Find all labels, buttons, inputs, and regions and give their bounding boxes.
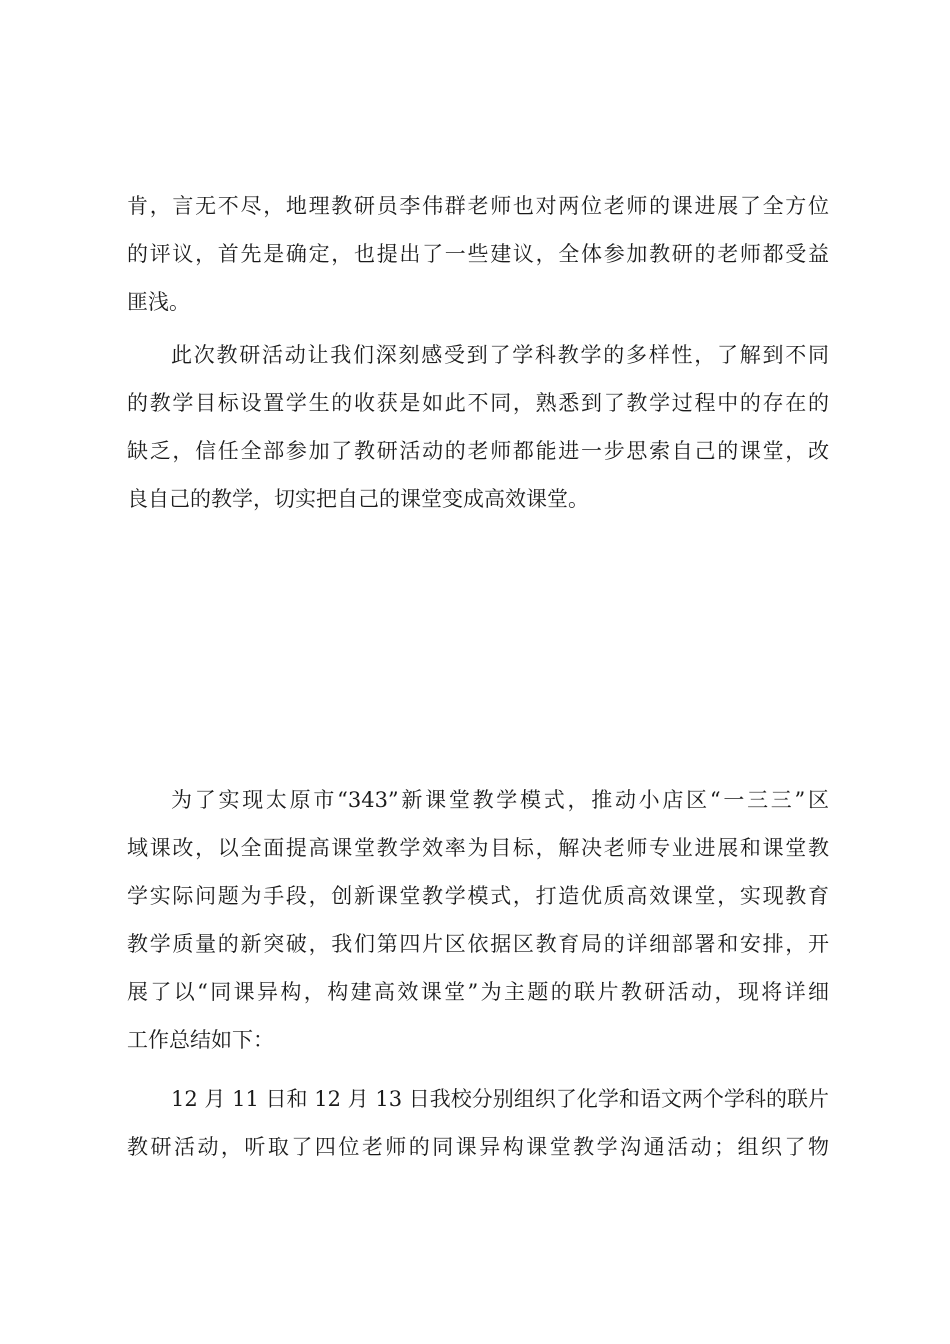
text-line: 缺乏，信任全部参加了教研活动的老师都能进一步思索自己的课堂，改 bbox=[127, 439, 829, 463]
paragraph-reflection bbox=[127, 331, 829, 523]
text-line: 此次教研活动让我们深刻感受到了学科教学的多样性，了解到不同 bbox=[171, 343, 829, 367]
text-line: 肯，言无不尽，地理教研员李伟群老师也对两位老师的课进展了全方位 bbox=[127, 194, 829, 218]
text-line: 展了以“同课异构，构建高效课堂”为主题的联片教研活动，现将详细 bbox=[127, 980, 829, 1004]
text-line: 的评议，首先是确定，也提出了一些建议，全体参加教研的老师都受益 bbox=[127, 242, 829, 266]
text-line: 为了实现太原市“343”新课堂教学模式，推动小店区“一三三”区 bbox=[171, 788, 829, 812]
text-line: 教研活动，听取了四位老师的同课异构课堂教学沟通活动；组织了物 bbox=[127, 1135, 829, 1159]
text-line: 良自己的教学，切实把自己的课堂变成高效课堂。 bbox=[127, 487, 589, 511]
paragraph-activities bbox=[127, 1075, 829, 1171]
paragraph-evaluation bbox=[127, 182, 829, 326]
text-line: 域课改，以全面提高课堂教学效率为目标，解决老师专业进展和课堂教 bbox=[127, 836, 829, 860]
text-line: 的教学目标设置学生的收获是如此不同，熟悉到了教学过程中的存在的 bbox=[127, 391, 829, 415]
text-line: 学实际问题为手段，创新课堂教学模式，打造优质高效课堂，实现教育 bbox=[127, 884, 829, 908]
text-line: 教学质量的新突破，我们第四片区依据区教育局的详细部署和安排，开 bbox=[127, 932, 829, 956]
paragraph-introduction bbox=[127, 776, 829, 1064]
text-line: 工作总结如下： bbox=[127, 1028, 274, 1052]
text-line: 匪浅。 bbox=[127, 290, 190, 314]
text-line: 12 月 11 日和 12 月 13 日我校分别组织了化学和语文两个学科的联片 bbox=[171, 1087, 829, 1111]
